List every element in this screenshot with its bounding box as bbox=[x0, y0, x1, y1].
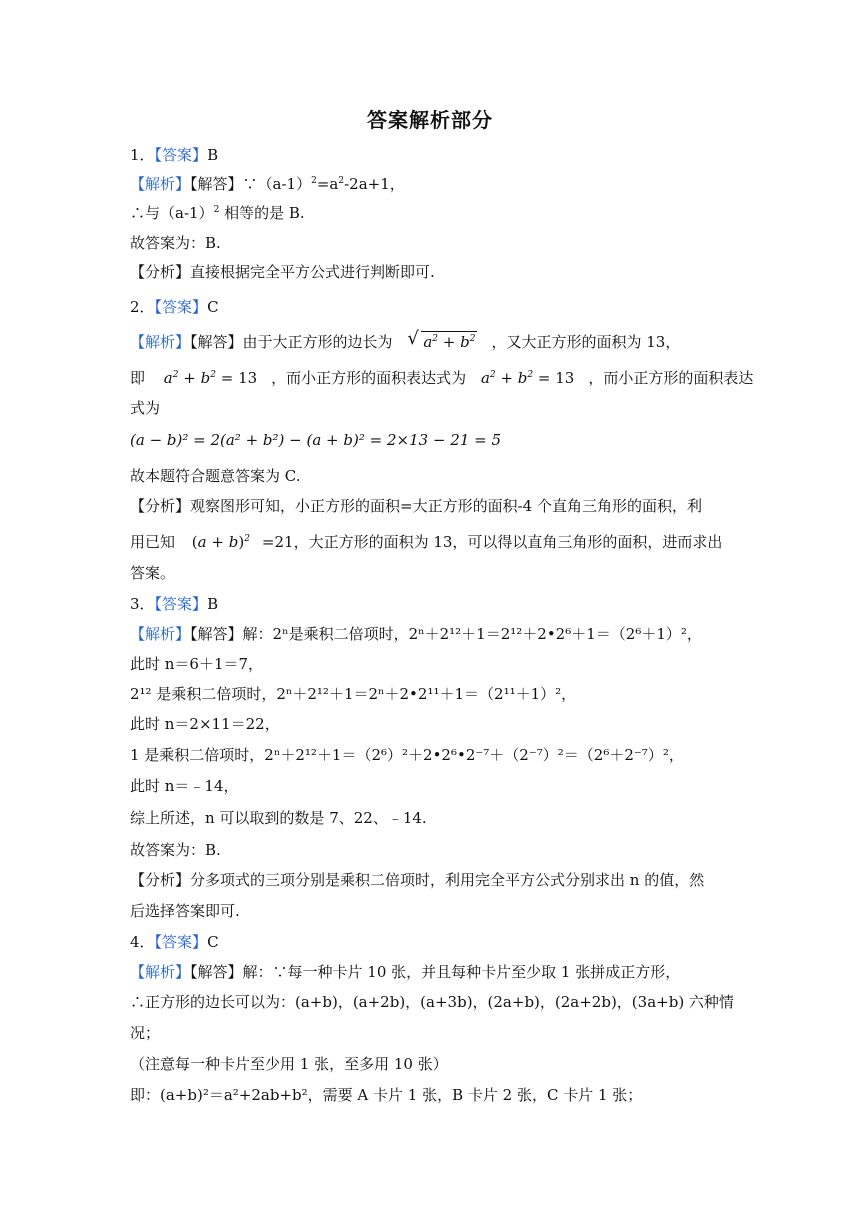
q4-jiexi-tag: 【解析】 bbox=[130, 963, 191, 981]
q3-answer: B bbox=[207, 595, 219, 613]
q1-line2-b: 相等的是 B. bbox=[219, 204, 305, 222]
q4-line-2: ∴正方形的边长可以为：(a+b)，(a+2b)，(a+3b)，(2a+b)，(2a+2b)，(3a+b) 六种情 bbox=[130, 993, 734, 1011]
q2-answer-line bbox=[130, 297, 730, 317]
q2-analysis-line-2 bbox=[130, 532, 730, 552]
q2-fenxi-text-1: 观察图形可知，小正方形的面积=大正方形的面积-4 个直角三角形的面积，利 bbox=[190, 497, 702, 515]
q3-answer-line bbox=[130, 594, 730, 614]
q1-analysis bbox=[130, 262, 730, 282]
q4-line-4: （注意每一种卡片至少用 1 张，至多用 10 张） bbox=[130, 1055, 448, 1073]
q2-solution-line-1 bbox=[130, 328, 730, 352]
q4-line-5: 即：(a+b)²＝a²+2ab+b²，需要 A 卡片 1 张，B 卡片 2 张，C 卡片 1 张； bbox=[130, 1086, 643, 1104]
q2-formula-b: $a^2 + b^2 = 13$ bbox=[480, 369, 575, 387]
q3-line-3: 2¹² 是乘积二倍项时，2ⁿ＋2¹²＋1＝2ⁿ＋2•2¹¹＋1＝（2¹¹＋1）²， bbox=[130, 685, 577, 703]
q1-line1-a: ∵（a-1） bbox=[242, 175, 312, 193]
q4-solution-line-1 bbox=[130, 962, 730, 982]
q2-formula-a: $a^2 + b^2 = 13$ bbox=[163, 369, 258, 387]
q3-jiexi-tag: 【解析】 bbox=[130, 625, 191, 643]
q3-fenxi-tag: 【分析】 bbox=[130, 871, 191, 889]
q1-fenxi-tag: 【分析】 bbox=[130, 263, 191, 281]
q2-analysis-line-1 bbox=[130, 496, 730, 516]
q2-fenxi-2a: 用已知 bbox=[130, 533, 176, 551]
q2-sqrt-formula bbox=[407, 328, 477, 352]
q4-line-1: 解：∵每一种卡片 10 张，并且每种卡片至少取 1 张拼成正方形， bbox=[242, 963, 681, 981]
q3-line-8: 故答案为：B. bbox=[130, 841, 221, 859]
q1-line1-c: -2a+1， bbox=[344, 175, 405, 193]
q3-line-5: 1 是乘积二倍项时，2ⁿ＋2¹²＋1＝（2⁶）²＋2•2⁶•2⁻⁷＋（2⁻⁷）²＝（2⁶＋2⁻⁷）²， bbox=[130, 746, 684, 764]
q1-sup: 2 bbox=[338, 176, 345, 186]
sqrt-symbol: √ bbox=[407, 328, 419, 349]
q2-line1-b: ，又大正方形的面积为 13， bbox=[491, 333, 681, 351]
page-title: 答案解析部分 bbox=[367, 108, 493, 132]
q2-fenxi-tag: 【分析】 bbox=[130, 497, 191, 515]
q2-jiexi-tag: 【解析】 bbox=[130, 333, 191, 351]
q2-line2-c: ，而小正方形的面积表达 bbox=[588, 369, 754, 387]
q1-jiexi-tag: 【解析】 bbox=[130, 175, 191, 193]
q1-solution-line-1 bbox=[130, 174, 730, 194]
sqrt-radicand: $a^2 + b^2$ bbox=[423, 333, 476, 351]
q4-line-3: 况； bbox=[130, 1024, 161, 1042]
q3-answer-tag: 【答案】 bbox=[154, 595, 208, 613]
q3-line-4: 此时 n＝2×11＝22， bbox=[130, 715, 280, 733]
q4-number: 4． bbox=[130, 933, 155, 951]
q1-conclusion: 故答案为：B. bbox=[130, 234, 221, 252]
q3-jieda-tag: 【解答】 bbox=[190, 625, 243, 643]
q2-conclusion: 故本题符合题意答案为 C. bbox=[130, 467, 301, 485]
q2-number: 2． bbox=[130, 298, 155, 316]
q4-answer: C bbox=[207, 933, 219, 951]
q2-solution-line-2 bbox=[130, 368, 754, 388]
q1-line1-b: =a bbox=[316, 175, 339, 193]
q3-line-2: 此时 n＝6＋1＝7， bbox=[130, 655, 264, 673]
q1-sup: 2 bbox=[311, 176, 317, 186]
q1-line2-a: ∴与（a-1） bbox=[130, 204, 214, 222]
q2-line2-b: ，而小正方形的面积表达式为 bbox=[271, 369, 467, 387]
q4-answer-tag: 【答案】 bbox=[154, 933, 208, 951]
q2-fenxi-2b: =21，大正方形的面积为 13，可以得以直角三角形的面积，进而求出 bbox=[261, 533, 723, 551]
q2-answer-tag: 【答案】 bbox=[154, 298, 208, 316]
q1-answer: B bbox=[207, 146, 219, 164]
q3-analysis-line-1 bbox=[130, 870, 730, 890]
q4-answer-line bbox=[130, 932, 730, 952]
q1-answer-line bbox=[130, 145, 730, 165]
q1-solution-line-2 bbox=[130, 203, 730, 223]
q1-answer-tag: 【答案】 bbox=[154, 146, 208, 164]
q3-analysis-line-2: 后选择答案即可. bbox=[130, 902, 240, 920]
q1-jieda-tag: 【解答】 bbox=[190, 175, 243, 193]
q2-analysis-line-3: 答案。 bbox=[130, 564, 176, 582]
q3-line-6: 此时 n＝﹣14， bbox=[130, 777, 239, 795]
q3-number: 3． bbox=[130, 595, 155, 613]
q3-solution-line-1 bbox=[130, 624, 730, 644]
q2-jieda-tag: 【解答】 bbox=[190, 333, 243, 351]
q3-line-7: 综上所述，n 可以取到的数是 7、22、﹣14. bbox=[130, 809, 427, 827]
q2-answer: C bbox=[207, 298, 219, 316]
q2-solution-line-3: 式为 bbox=[130, 399, 161, 417]
q1-number: 1． bbox=[130, 146, 155, 164]
q2-equation: (a − b)² = 2(a² + b²) − (a + b)² = 2×13 − 21 = 5 bbox=[130, 431, 502, 449]
q2-line1-a: 由于大正方形的边长为 bbox=[242, 333, 393, 351]
q4-jieda-tag: 【解答】 bbox=[190, 963, 243, 981]
q2-formula-c: $(a + b)^2$ bbox=[191, 533, 250, 551]
q1-sup: 2 bbox=[213, 205, 220, 215]
q3-line-1: 解：2ⁿ是乘积二倍项时，2ⁿ＋2¹²＋1＝2¹²＋2•2⁶＋1＝（2⁶＋1）²， bbox=[242, 625, 702, 643]
q1-fenxi-text: 直接根据完全平方公式进行判断即可. bbox=[190, 263, 435, 281]
q3-fenxi-text-1: 分多项式的三项分别是乘积二倍项时，利用完全平方公式分别求出 n 的值，然 bbox=[190, 871, 705, 889]
q2-line2-a: 即 bbox=[130, 369, 146, 387]
